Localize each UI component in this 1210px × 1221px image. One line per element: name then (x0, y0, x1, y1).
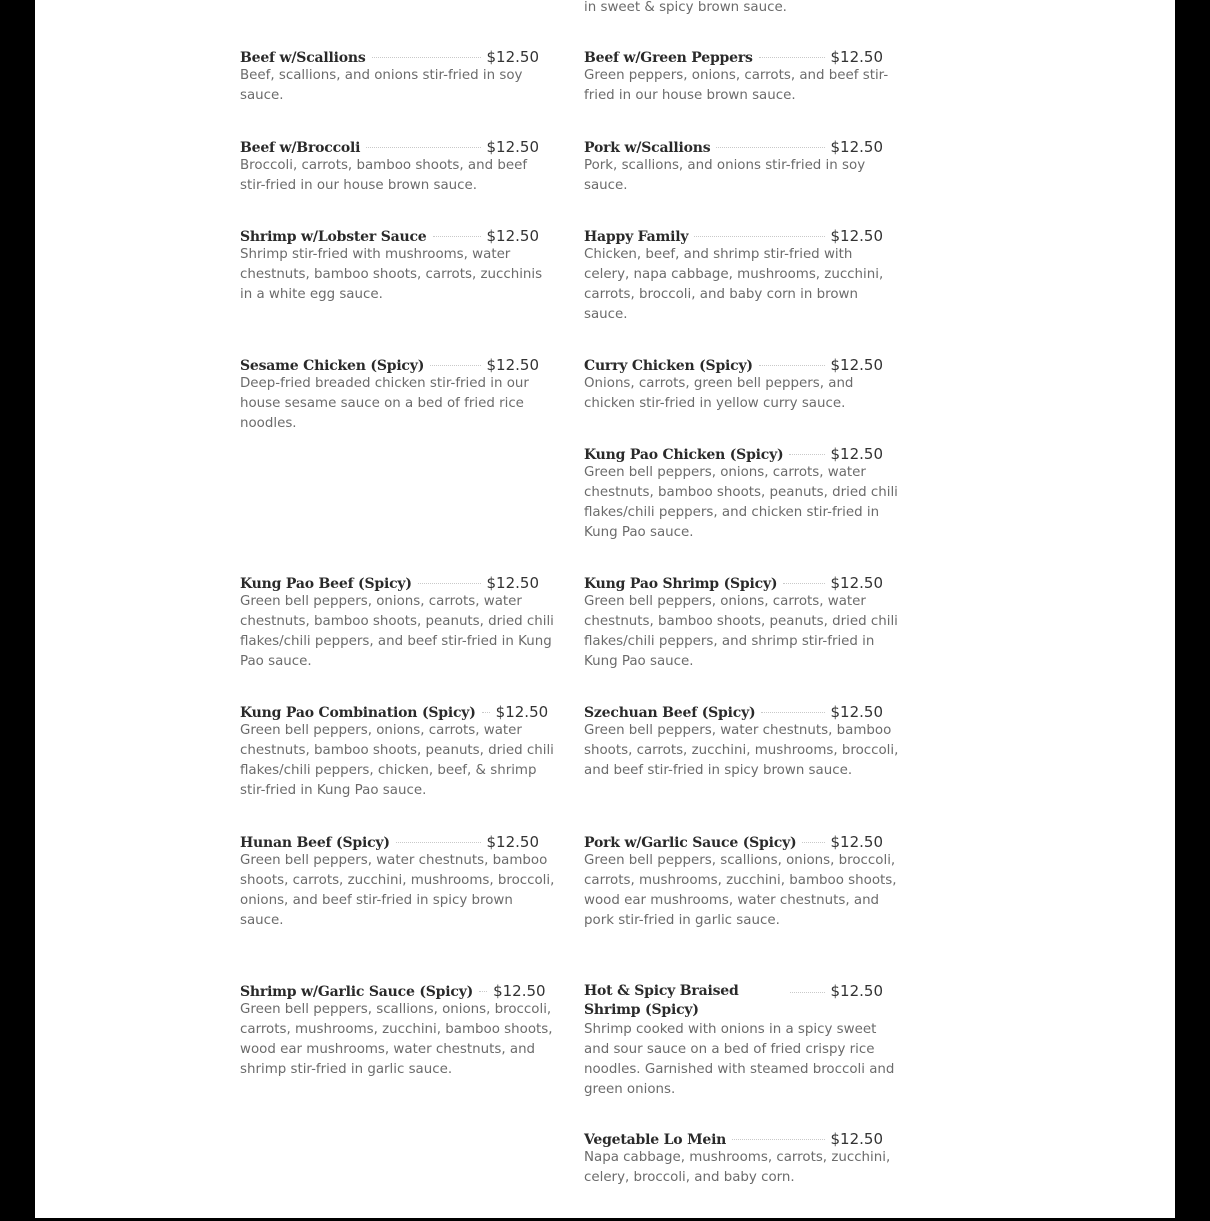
item-name: Kung Pao Chicken (Spicy) (584, 447, 784, 463)
menu-item (584, 703, 904, 781)
menu-item (240, 227, 560, 305)
item-name: Sesame Chicken (Spicy) (240, 358, 425, 374)
item-description: Deep-fried breaded chicken stir-fried in our house sesame sauce on a bed of fried rice noodles. (240, 376, 529, 431)
item-price: $12.50 (830, 982, 883, 1000)
leader-dots (433, 236, 481, 237)
item-description: Green bell peppers, onions, carrots, water chestnuts, bamboo shoots, peanuts, dried chili flakes/chili peppers, and chicken stir-fried in Kung Pao sauce. (584, 465, 898, 540)
item-price: $12.50 (830, 833, 883, 851)
leader-dots (366, 147, 480, 148)
menu-item (584, 1130, 904, 1188)
item-description: Shrimp stir-fried with mushrooms, water chestnuts, bamboo shoots, carrots, zucchinis in a white egg sauce. (240, 247, 543, 302)
leader-dots (716, 147, 824, 148)
item-price: $12.50 (486, 574, 539, 592)
leader-dots (732, 1139, 824, 1140)
item-name: Beef w/Scallions (240, 50, 366, 66)
item-description-fragment: in sweet & spicy brown sauce. (584, 0, 787, 15)
item-price: $12.50 (830, 48, 883, 66)
item-price: $12.50 (830, 703, 883, 721)
menu-item (240, 833, 560, 931)
item-description: Broccoli, carrots, bamboo shoots, and beef stir-fried in our house brown sauce. (240, 158, 528, 193)
item-description: Green peppers, onions, carrots, and beef stir-fried in our house brown sauce. (584, 68, 889, 103)
menu-item (584, 48, 904, 106)
menu-item (584, 138, 904, 196)
leader-dots (789, 454, 824, 455)
item-price: $12.50 (830, 227, 883, 245)
item-name: Shrimp w/Garlic Sauce (Spicy) (240, 984, 474, 1000)
menu-item (584, 833, 904, 931)
menu-item (584, 982, 904, 1100)
menu-item (584, 445, 904, 543)
leader-dots (482, 712, 490, 713)
item-name: Happy Family (584, 229, 689, 245)
item-description: Green bell peppers, scallions, onions, broccoli, carrots, mushrooms, zucchini, bamboo shoots, wood ear mushrooms, water chestnuts, and pork stir-fried in garlic sauce. (584, 853, 897, 928)
item-name: Beef w/Broccoli (240, 140, 361, 156)
leader-dots (479, 991, 487, 992)
item-description: Beef, scallions, and onions stir-fried in soy sauce. (240, 68, 523, 103)
leader-dots (372, 57, 481, 58)
item-price: $12.50 (486, 356, 539, 374)
item-name: Szechuan Beef (Spicy) (584, 705, 756, 721)
item-description: Green bell peppers, water chestnuts, bamboo shoots, carrots, zucchini, mushrooms, broccoli, onions, and beef stir-fried in spicy brown sauce. (240, 853, 555, 928)
item-name: Kung Pao Combination (Spicy) (240, 705, 476, 721)
menu-item (240, 574, 560, 672)
leader-dots (761, 712, 824, 713)
item-price: $12.50 (486, 227, 539, 245)
item-name: Hot & Spicy Braised Shrimp (Spicy) (584, 983, 739, 1018)
leader-dots (783, 583, 824, 584)
item-description: Pork, scallions, and onions stir-fried in soy sauce. (584, 158, 866, 193)
item-price: $12.50 (830, 445, 883, 463)
item-price: $12.50 (486, 833, 539, 851)
item-name: Vegetable Lo Mein (584, 1132, 727, 1148)
item-name: Pork w/Garlic Sauce (Spicy) (584, 835, 797, 851)
item-name: Pork w/Scallions (584, 140, 711, 156)
item-price: $12.50 (830, 1130, 883, 1148)
item-description: Chicken, beef, and shrimp stir-fried with celery, napa cabbage, mushrooms, zucchini, carrots, broccoli, and baby corn in brown sauce. (584, 247, 884, 322)
menu-item (584, 356, 904, 414)
item-description: Green bell peppers, onions, carrots, water chestnuts, bamboo shoots, peanuts, dried chili flakes/chili peppers, chicken, beef, & shrimp stir-fried in Kung Pao sauce. (240, 723, 554, 798)
menu-item (584, 227, 904, 325)
leader-dots (802, 842, 824, 843)
item-name: Hunan Beef (Spicy) (240, 835, 390, 851)
menu-item (584, 574, 904, 672)
item-name: Kung Pao Beef (Spicy) (240, 576, 412, 592)
leader-dots (694, 236, 824, 237)
item-description: Shrimp cooked with onions in a spicy sweet and sour sauce on a bed of fried crispy rice noodles. Garnished with steamed broccoli and green onions. (584, 1022, 895, 1097)
item-description: Green bell peppers, onions, carrots, water chestnuts, bamboo shoots, peanuts, dried chili flakes/chili peppers, and beef stir-fried in Kung Pao sauce. (240, 594, 554, 669)
menu-item (240, 48, 560, 106)
menu-item (240, 982, 560, 1080)
item-description: Green bell peppers, scallions, onions, broccoli, carrots, mushrooms, zucchini, bamboo shoots, wood ear mushrooms, water chestnuts, and shrimp stir-fried in garlic sauce. (240, 1002, 553, 1077)
item-description: Onions, carrots, green bell peppers, and chicken stir-fried in yellow curry sauce. (584, 376, 854, 411)
item-description: Green bell peppers, onions, carrots, water chestnuts, bamboo shoots, peanuts, dried chili flakes/chili peppers, and shrimp stir-fried in Kung Pao sauce. (584, 594, 898, 669)
leader-dots (790, 992, 825, 993)
menu-item (240, 138, 560, 196)
item-price: $12.50 (486, 138, 539, 156)
item-price: $12.50 (493, 982, 546, 1000)
leader-dots (759, 365, 825, 366)
item-name: Beef w/Green Peppers (584, 50, 753, 66)
item-name: Kung Pao Shrimp (Spicy) (584, 576, 778, 592)
leader-dots (430, 365, 480, 366)
item-description: Napa cabbage, mushrooms, carrots, zucchini, celery, broccoli, and baby corn. (584, 1150, 891, 1185)
item-price: $12.50 (830, 138, 883, 156)
item-price: $12.50 (495, 703, 549, 721)
menu-item (240, 703, 560, 801)
item-price: $12.50 (486, 48, 539, 66)
menu-page (35, 0, 1175, 1218)
item-name: Curry Chicken (Spicy) (584, 358, 753, 374)
item-price: $12.50 (830, 574, 883, 592)
item-price: $12.50 (830, 356, 883, 374)
leader-dots (418, 583, 481, 584)
menu-item (240, 356, 560, 434)
leader-dots (396, 842, 481, 843)
leader-dots (759, 57, 825, 58)
item-name: Shrimp w/Lobster Sauce (240, 229, 427, 245)
item-description: Green bell peppers, water chestnuts, bamboo shoots, carrots, zucchini, mushrooms, broccoli, and beef stir-fried in spicy brown sauce. (584, 723, 899, 778)
